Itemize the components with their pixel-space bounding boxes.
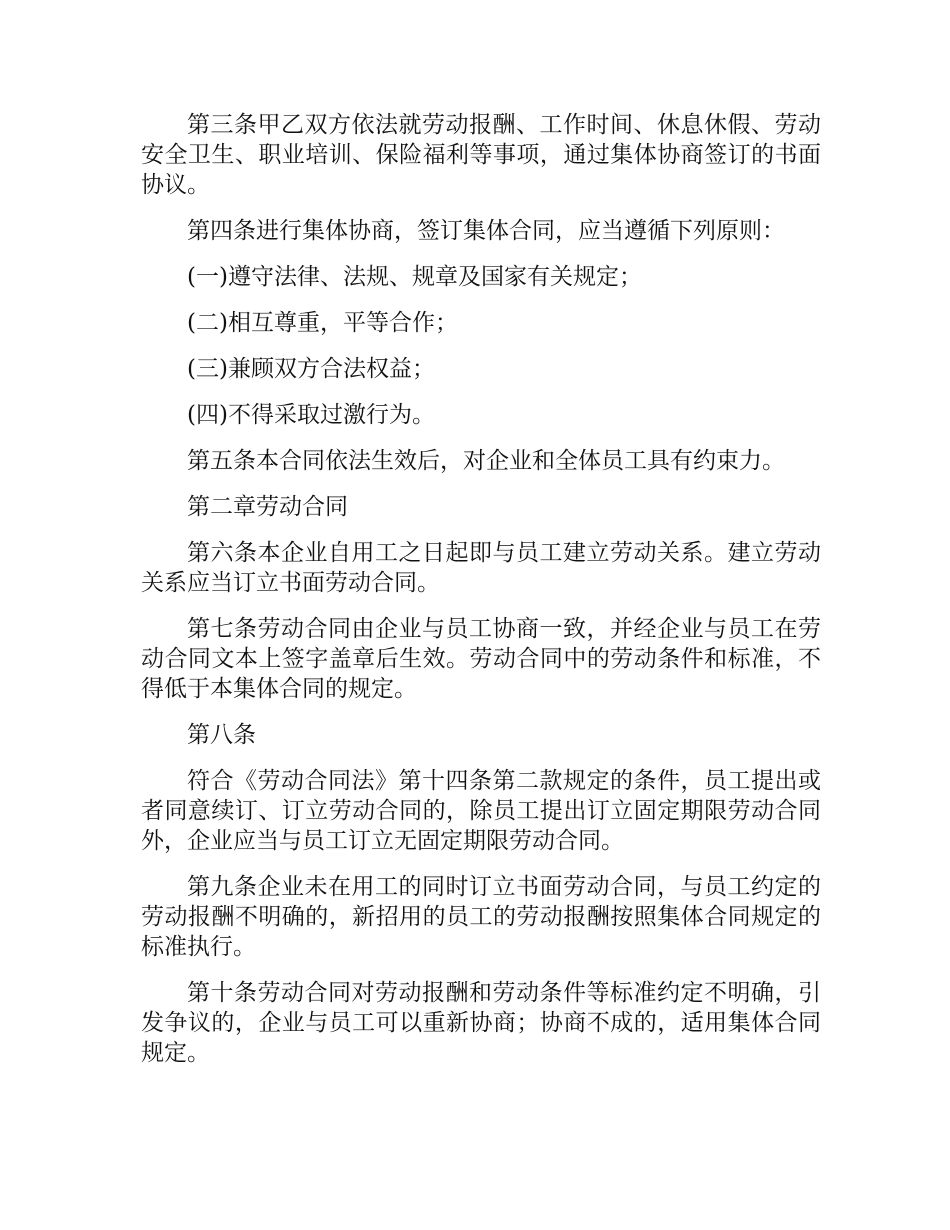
document-page [141, 110, 821, 1084]
article-3: 第三条甲乙双方依法就劳动报酬、工作时间、休息休假、劳动安全卫生、职业培训、保险福利等事项，通过集体协商签订的书面协议。 [141, 112, 821, 198]
article-10: 第十条劳动合同对劳动报酬和劳动条件等标准约定不明确，引发争议的，企业与员工可以重新协商；协商不成的，适用集体合同规定。 [141, 980, 821, 1066]
article-9: 第九条企业未在用工的同时订立书面劳动合同，与员工约定的劳动报酬不明确的，新招用的员工的劳动报酬按照集体合同规定的标准执行。 [141, 874, 821, 960]
article-4: 第四条进行集体协商，签订集体合同，应当遵循下列原则： [187, 218, 785, 244]
article-8-heading: 第八条 [187, 722, 256, 748]
principle-3: (三)兼顾双方合法权益； [187, 356, 435, 382]
article-6: 第六条本企业自用工之日起即与员工建立劳动关系。建立劳动关系应当订立书面劳动合同。 [141, 540, 821, 596]
article-8-body: 符合《劳动合同法》第十四条第二款规定的条件，员工提出或者同意续订、订立劳动合同的，除员工提出订立固定期限劳动合同外，企业应当与员工订立无固定期限劳动合同。 [141, 768, 821, 854]
principle-2: (二)相互尊重，平等合作； [187, 310, 458, 336]
chapter-2-heading: 第二章劳动合同 [187, 494, 348, 520]
principle-4: (四)不得采取过激行为。 [187, 402, 435, 428]
article-5: 第五条本合同依法生效后，对企业和全体员工具有约束力。 [187, 448, 785, 474]
principle-1: (一)遵守法律、法规、规章及国家有关规定； [187, 264, 642, 290]
article-7: 第七条劳动合同由企业与员工协商一致，并经企业与员工在劳动合同文本上签字盖章后生效。劳动合同中的劳动条件和标准，不得低于本集体合同的规定。 [141, 616, 821, 702]
